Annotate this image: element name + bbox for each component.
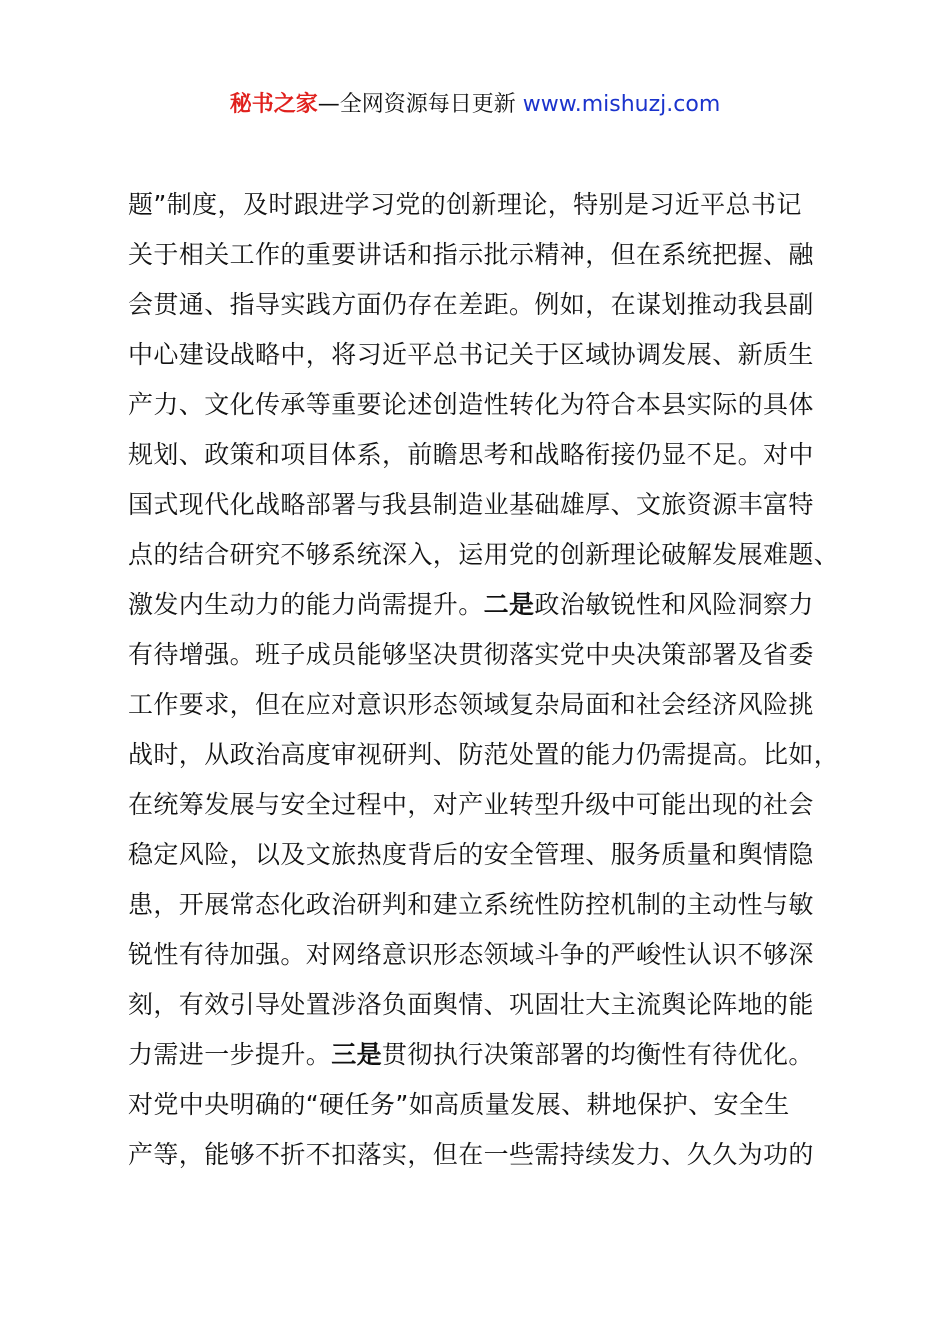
text-line <box>128 1130 838 1180</box>
text-segment: 工作要求，但在应对意识形态领域复杂局面和社会经济风险挑 <box>128 690 814 719</box>
text-segment: 中心建设战略中，将习近平总书记关于区域协调发展、新质生 <box>128 340 814 369</box>
text-segment: 国式现代化战略部署与我县制造业基础雄厚、文旅资源丰富特 <box>128 490 814 519</box>
text-line <box>128 380 838 430</box>
text-segment: 题”制度，及时跟进学习党的创新理论，特别是习近平总书记 <box>128 190 802 219</box>
text-segment: 产力、文化传承等重要论述创造性转化为符合本县实际的具体 <box>128 390 814 419</box>
text-segment: 刻，有效引导处置涉洛负面舆情、巩固壮大主流舆论阵地的能 <box>128 990 814 1019</box>
text-segment: 战时，从政治高度审视研判、防范处置的能力仍需提高。比如， <box>128 740 840 769</box>
text-segment: 贯彻执行决策部署的均衡性有待优化。 <box>382 1040 814 1069</box>
site-url-link[interactable]: www.mishuzj.com <box>522 92 721 117</box>
text-line <box>128 780 838 830</box>
text-line <box>128 880 838 930</box>
text-line <box>128 480 838 530</box>
text-segment: 稳定风险，以及文旅热度背后的安全管理、服务质量和舆情隐 <box>128 840 814 869</box>
text-segment: 点的结合研究不够系统深入，运用党的创新理论破解发展难题、 <box>128 540 840 569</box>
text-segment: 关于相关工作的重要讲话和指示批示精神，但在系统把握、融 <box>128 240 814 269</box>
header-tagline: —全网资源每日更新 <box>317 92 516 117</box>
text-line <box>128 330 838 380</box>
text-line <box>128 980 838 1030</box>
text-line <box>128 830 838 880</box>
text-line <box>128 1080 838 1130</box>
page-header <box>0 90 950 120</box>
point-marker-three: 三是 <box>331 1040 383 1069</box>
text-line <box>128 230 838 280</box>
text-segment: 在统筹发展与安全过程中，对产业转型升级中可能出现的社会 <box>128 790 814 819</box>
text-segment: 产等，能够不折不扣落实，但在一些需持续发力、久久为功的 <box>128 1140 814 1169</box>
text-line <box>128 430 838 480</box>
text-segment: 激发内生动力的能力尚需提升。 <box>128 590 484 619</box>
text-segment: 政治敏锐性和风险洞察力 <box>534 590 814 619</box>
text-segment: 患，开展常态化政治研判和建立系统性防控机制的主动性与敏 <box>128 890 814 919</box>
document-body <box>128 180 838 1180</box>
text-line <box>128 580 838 630</box>
text-segment: 力需进一步提升。 <box>128 1040 332 1069</box>
brand-name: 秘书之家 <box>229 92 318 117</box>
text-line <box>128 530 838 580</box>
text-segment: 对党中央明确的“硬任务”如高质量发展、耕地保护、安全生 <box>128 1090 790 1119</box>
text-segment: 有待增强。班子成员能够坚决贯彻落实党中央决策部署及省委 <box>128 640 814 669</box>
text-line <box>128 1030 838 1080</box>
text-segment: 规划、政策和项目体系，前瞻思考和战略衔接仍显不足。对中 <box>128 440 814 469</box>
text-line <box>128 630 838 680</box>
text-line <box>128 280 838 330</box>
point-marker-two: 二是 <box>483 590 535 619</box>
text-segment: 锐性有待加强。对网络意识形态领域斗争的严峻性认识不够深 <box>128 940 814 969</box>
text-segment: 会贯通、指导实践方面仍存在差距。例如，在谋划推动我县副 <box>128 290 814 319</box>
text-line <box>128 180 838 230</box>
text-line <box>128 930 838 980</box>
text-line <box>128 730 838 780</box>
text-line <box>128 680 838 730</box>
